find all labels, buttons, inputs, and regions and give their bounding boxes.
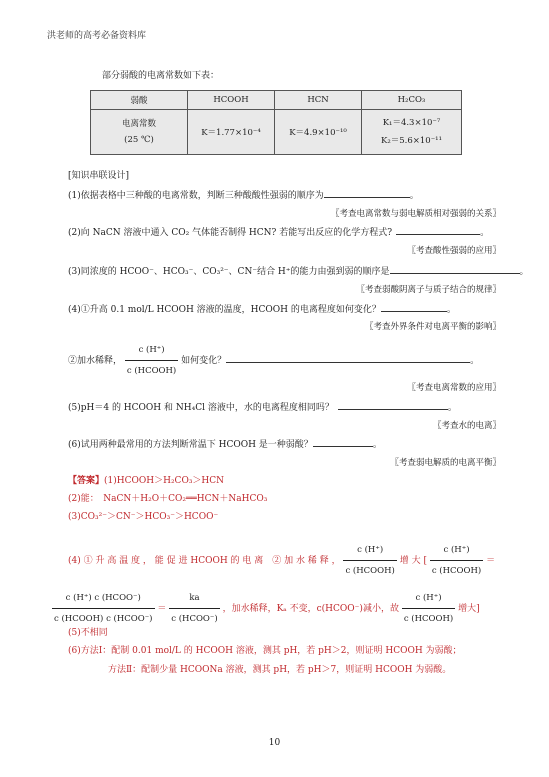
fraction-product <box>52 588 155 629</box>
cell-h2co3-k2: K₂＝5.6×10⁻¹¹ <box>380 136 442 146</box>
intro-text: 部分弱酸的电离常数如下表： <box>102 71 220 81</box>
question-2-tag: 〖考查酸性强弱的应用〗 <box>407 246 501 256</box>
question-3-tag: 〖考查弱酸阴离子与质子结合的规律〗 <box>356 285 501 295</box>
fraction-denominator: c (HCOO⁻) <box>169 608 219 629</box>
th-hcn: HCN <box>275 91 362 110</box>
question-5-text: (5)pH＝4 的 HCOOH 和 NH₄Cl 溶液中，水的电离程度相同吗？ <box>68 403 334 413</box>
fraction-ch-over-chcooh <box>125 340 178 381</box>
answer-6-method-2: 方法Ⅱ：配制少量 HCOONa 溶液，测其 pH，若 pH＞7，则证明 HCOOH 为弱酸。 <box>108 665 452 675</box>
cell-h2co3-k1: K₁＝4.3×10⁻⁷ <box>382 118 441 128</box>
question-2-text: (2)向 NaCN 溶液中通入 CO₂ 气体能否制得 HCN? 若能写出反应的化学方程式? <box>68 228 393 238</box>
answer-1 <box>68 475 224 487</box>
page-header: 洪老师的高考必备资料库 <box>47 31 147 41</box>
answer-4-end: 增大] <box>458 604 480 614</box>
answer-6-method-1: (6)方法Ⅰ：配制 0.01 mol/L 的 HCOOH 溶液，测其 pH，若 pH＞2，则证明 HCOOH 为弱酸； <box>68 646 462 656</box>
answer-1-text: (1)HCOOH＞H₂CO₃＞HCN <box>104 476 225 486</box>
answer-3: (3)CO₃²⁻＞CN⁻＞HCO₃⁻＞HCOO⁻ <box>68 512 219 522</box>
answer-2: (2)能： NaCN＋H₂O＋CO₂══HCN＋NaHCO₃ <box>68 494 268 504</box>
question-4b: ②加水稀释， $\frac{c (H^+)}{\text{c (HCOOH)}}$ 如何变化？ 。 <box>68 340 479 381</box>
question-5-tag: 〖考查水的电离〗 <box>432 421 501 431</box>
answer-blank <box>390 264 520 274</box>
equals-sign: ＝ <box>157 604 167 614</box>
table-row <box>91 110 462 155</box>
question-4: (4)①升高 0.1 mol/L HCOOH 溶液的温度，HCOOH 的电离程度如何变化？ 。 <box>68 302 456 316</box>
question-6-text: (6)试用两种最常用的方法判断常温下 HCOOH 是一种弱酸？ <box>68 440 313 450</box>
answer-4-line2-text: ，加水稀释，Kₐ 不变，c(HCOO⁻)减小，故 <box>222 604 399 614</box>
question-5: (5)pH＝4 的 HCOOH 和 NH₄Cl 溶液中，水的电离程度相同吗？ 。 <box>68 400 457 414</box>
answer-blank <box>396 225 480 235</box>
row-label-1: 电离常数 <box>121 119 156 129</box>
question-4-tag: 〖考查外界条件对电离平衡的影响〗 <box>364 322 501 332</box>
answer-5: (5)不相同 <box>68 628 108 638</box>
fraction-ch-over-chcooh-3 <box>402 588 455 629</box>
section-title: [知识串联设计] <box>68 171 130 181</box>
fraction-numerator: c (H⁺) <box>443 545 470 555</box>
fraction-numerator: c (H⁺) <box>357 545 384 555</box>
question-3: (3)同浓度的 HCOO⁻、HCO₃⁻、CO₃²⁻、CN⁻结合 H⁺的能力由强到弱的顺序是 。 <box>68 264 529 278</box>
fraction-ka <box>169 588 219 629</box>
row-label-2: (25 ℃) <box>124 135 154 145</box>
answer-4-line2 <box>52 588 480 629</box>
answer-blank <box>226 353 470 363</box>
row-label <box>91 110 188 155</box>
th-h2co3: H₂CO₃ <box>362 91 462 110</box>
fraction-ch-over-chcooh-2 <box>430 540 483 581</box>
cell-h2co3 <box>362 110 462 155</box>
fraction-denominator: c (HCOOH) <box>125 360 178 381</box>
fraction-denominator: c (HCOOH) <box>402 608 455 629</box>
question-2: (2)向 NaCN 溶液中通入 CO₂ 气体能否制得 HCN? 若能写出反应的化学方程式? 。 <box>68 225 489 239</box>
answer-4-pre: (4) ① 升 高 温 度 ， 能 促 进 HCOOH 的 电 离 ② 加 水 稀 释 ， <box>68 556 341 566</box>
fraction-numerator: ka <box>189 593 200 603</box>
question-1: (1)依据表格中三种酸的电离常数，判断三种酸酸性强弱的顺序为 。 <box>68 188 419 202</box>
answer-blank <box>381 302 447 312</box>
answer-4-mid: 增 大 [ <box>399 556 427 566</box>
table-header-row <box>91 91 462 110</box>
question-6-tag: 〖考查弱电解质的电离平衡〗 <box>390 458 501 468</box>
fraction-ch-over-chcooh <box>343 540 396 581</box>
question-4b-pre: ②加水稀释， <box>68 356 123 366</box>
question-4-text: (4)①升高 0.1 mol/L HCOOH 溶液的温度，HCOOH 的电离程度如何变化？ <box>68 305 381 315</box>
cell-hcn: K＝4.9×10⁻¹⁰ <box>275 110 362 155</box>
fraction-denominator: c (HCOOH) <box>343 560 396 581</box>
question-4b-post: 如何变化？ <box>181 356 227 366</box>
th-hcooh: HCOOH <box>188 91 275 110</box>
fraction-numerator: c (H⁺) <box>138 345 165 355</box>
answer-4-eq: ＝ <box>486 556 496 566</box>
answer-blank <box>324 188 410 198</box>
answer-blank <box>338 400 448 410</box>
page-number: 10 <box>268 738 281 748</box>
answer-label: 【答案】 <box>68 476 105 486</box>
fraction-denominator: c (HCOOH) c (HCOO⁻) <box>52 608 155 629</box>
question-3-text: (3)同浓度的 HCOO⁻、HCO₃⁻、CO₃²⁻、CN⁻结合 H⁺的能力由强到弱的顺序是 <box>68 267 390 277</box>
question-1-text: (1)依据表格中三种酸的电离常数，判断三种酸酸性强弱的顺序为 <box>68 191 324 201</box>
question-4b-tag: 〖考查电离常数的应用〗 <box>407 383 501 393</box>
fraction-numerator: c (H⁺) c (HCOO⁻) <box>65 593 141 603</box>
question-1-tag: 〖考查电离常数与弱电解质相对强弱的关系〗 <box>330 209 501 219</box>
question-6: (6)试用两种最常用的方法判断常温下 HCOOH 是一种弱酸？ 。 <box>68 437 382 451</box>
cell-hcooh: K＝1.77×10⁻⁴ <box>188 110 275 155</box>
answer-blank <box>313 437 373 447</box>
constants-table <box>90 90 462 155</box>
th-acid: 弱酸 <box>91 91 188 110</box>
fraction-denominator: c (HCOOH) <box>430 560 483 581</box>
answer-4-line1 <box>68 540 495 581</box>
fraction-numerator: c (H⁺) <box>415 593 442 603</box>
